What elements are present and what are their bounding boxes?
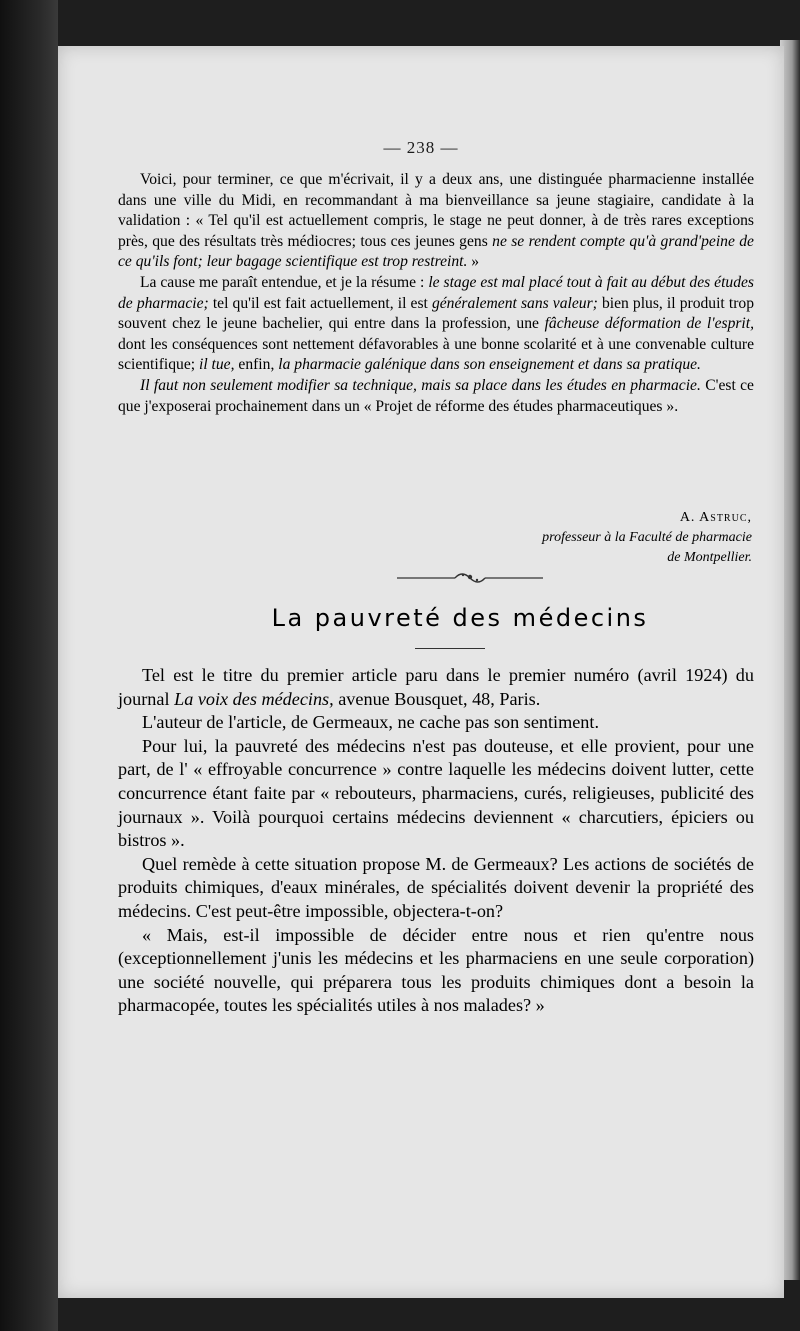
text-run-italic: généralement sans valeur; <box>431 294 598 312</box>
text-run: bien plus, il produit trop souvent chez le jeune bachelier, qui entre dans la profession, une <box>118 294 754 333</box>
text-run: L'auteur de l'article, de Germeaux, ne cache pas son sentiment. <box>142 712 600 733</box>
text-run: C'est ce que j'exposerai prochainement dans un « Projet de réforme des études pharmaceutiques ». <box>118 376 754 415</box>
article-paragraph <box>118 711 754 735</box>
article-paragraph <box>118 664 754 711</box>
heading-underline <box>415 648 485 649</box>
text-run-italic: Il faut non seulement modifier sa technique, mais sa place dans les études en pharmacie. <box>140 376 701 394</box>
text-run-italic: fâcheuse déformation de l'esprit, <box>544 315 754 333</box>
text-run: enfin, <box>234 356 279 374</box>
article-paragraph <box>118 924 754 1018</box>
article-pauvrete-body <box>118 664 754 1018</box>
author-name: A. Astruc, <box>679 510 752 525</box>
article-heading: La pauvreté des médecins <box>271 604 649 632</box>
section-divider-ornament <box>395 566 545 588</box>
page-number: — 238 — <box>383 138 459 157</box>
text-run-italic: le stage est mal placé tout à fait au début des études de pharmacie; <box>118 273 754 312</box>
text-run: « Mais, est-il impossible de décider entre nous et rien qu'entre nous (exceptionnellement j'unis les médecins et les pharmaciens en une seule corporation) une société nouvelle, qui préparera tous les produits chimiques dont a besoin la pharmacopée, toutes les spécialités utiles à nos malades? » <box>118 924 754 1016</box>
text-run: Quel remède à cette situation propose M. de Germeaux? Les actions de sociétés de produits chimiques, d'eaux minérales, de spécialités doivent devenir la propriété des médecins. C'est peut-être impossible, objectera-t-on? <box>118 853 754 921</box>
article-paragraph <box>118 376 754 417</box>
text-run: Voici, pour terminer, ce que m'écrivait, il y a deux ans, une distinguée pharmacienne installée dans une ville du Midi, en recommandant à ma bienveillance sa jeune stagiaire, candidate à la validation : « Tel qu'il est actuellement compris, le stage ne peut donner, à de très rares exceptions près, que des résultats très médiocres; tous ces jeunes gens <box>118 171 754 250</box>
text-run: tel qu'il est fait actuellement, il est <box>208 294 432 312</box>
article-paragraph <box>118 273 754 376</box>
article-paragraph <box>118 170 754 273</box>
text-run: » <box>467 253 480 271</box>
text-run: Tel est le titre du premier article paru dans le premier numéro (avril 1924) du journal <box>118 665 754 709</box>
text-run-italic: La voix des médecins, <box>174 688 334 709</box>
author-title: professeur à la Faculté de pharmacie <box>542 530 752 545</box>
text-run-italic: il tue, <box>198 356 235 374</box>
article-paragraph <box>118 853 754 924</box>
article-astruc-body <box>118 170 754 417</box>
article-paragraph <box>118 735 754 853</box>
text-run: La cause me paraît entendue, et je la résume : <box>140 273 429 291</box>
author-location: de Montpellier. <box>667 550 752 565</box>
text-run: Pour lui, la pauvreté des médecins n'est pas douteuse, et elle provient, pour une part, de l' « effroyable concurrence » contre laquelle les médecins doivent lutter, cette concurrence étant faite par « rebouteurs, pharmaciens, curés, religieuses, publicité des journaux ». Voilà pourquoi certains médecins deviennent « charcutiers, épiciers ou bistros ». <box>118 735 754 851</box>
signature-block <box>542 508 752 568</box>
text-run-italic: ne se rendent compte qu'à grand'peine de ce qu'ils font; leur bagage scientifique est trop restreint. <box>118 232 754 271</box>
text-run: dont les conséquences sont nettement défavorables à une bonne scolarité et à une convenable culture scientifique; <box>118 335 754 374</box>
scan-left-edge <box>0 0 58 1331</box>
text-run-italic: la pharmacie galénique dans son enseignement et dans sa pratique. <box>278 356 701 374</box>
text-run: avenue Bousquet, 48, Paris. <box>333 688 541 709</box>
